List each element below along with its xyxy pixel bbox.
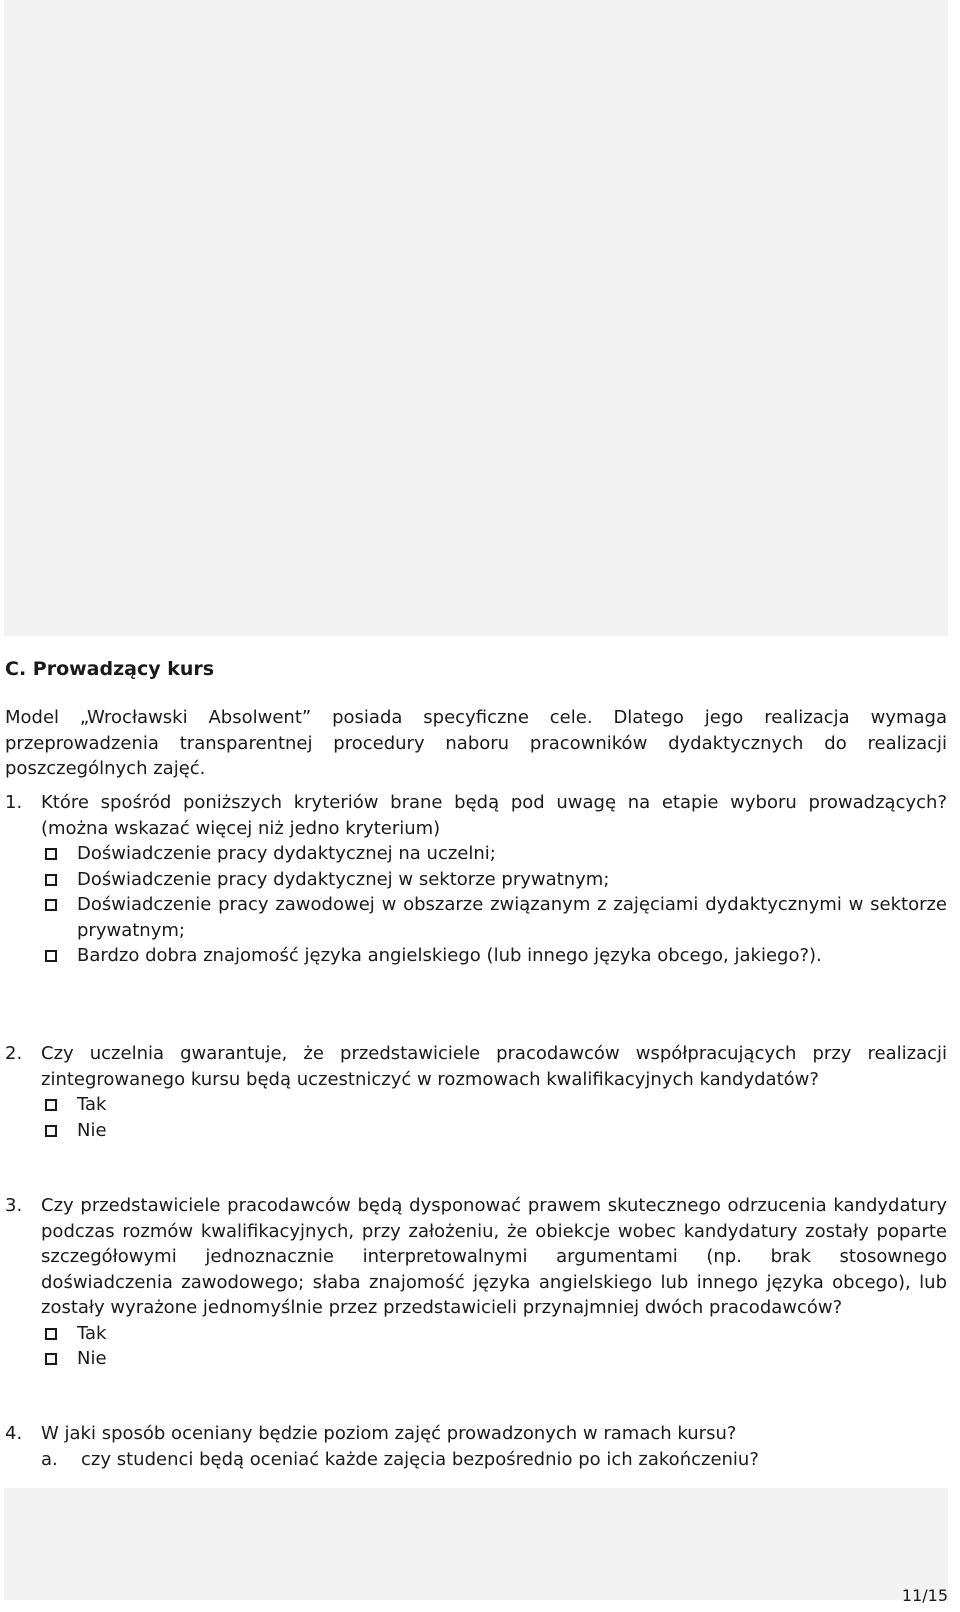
option-label: Doświadczenie pracy zawodowej w obszarze związanym z zajęciami dydaktycznymi w sektorze prywatnym; (77, 894, 947, 941)
option-label: Bardzo dobra znajomość języka angielskiego (lub innego języka obcego, jakiego?). (77, 945, 822, 966)
sub-question-marker: a. (41, 1448, 58, 1470)
question-text: W jaki sposób oceniany będzie poziom zajęć prowadzonych w ramach kursu? (41, 1423, 737, 1444)
intro-paragraph: Model „Wrocławski Absolwent” posiada specyficzne cele. Dlatego jego realizacja wymaga przeprowadzenia transparentnej procedury naboru pracowników dydaktycznych do realizacji poszczególnych zajęć. (5, 707, 947, 779)
question-number: 3. (5, 1195, 23, 1216)
option-label: Nie (77, 1348, 107, 1369)
question-3 (5, 1193, 947, 1372)
question-number: 1. (5, 792, 23, 813)
checkbox-icon[interactable] (45, 848, 57, 860)
checkbox-icon[interactable] (45, 1353, 57, 1365)
page-number: 11/15 (901, 1586, 948, 1605)
option-label: Doświadczenie pracy dydaktycznej na uczelni; (77, 843, 496, 864)
sub-question (41, 1447, 947, 1473)
question-text: Czy przedstawiciele pracodawców będą dysponować prawem skutecznego odrzucenia kandydatury podczas rozmów kwalifikacyjnych, przy założeniu, że obiekcje wobec kandydatury zostały poparte szczegółowymi jednoznacznie interpretowalnymi argumentami (np. brak stosownego doświadczenia zawodowego; słaba znajomość języka angielskiego lub innego języka obcego), lub zostały wyrażone jednomyślnie przez przedstawicieli przynajmniej dwóch pracodawców? (41, 1195, 947, 1318)
option-list (41, 1092, 947, 1143)
section-heading: C. Prowadzący kurs (5, 658, 215, 680)
answer-box-previous[interactable] (4, 0, 948, 636)
question-1 (5, 790, 947, 969)
option-label: Tak (77, 1322, 107, 1344)
question-text: Czy uczelnia gwarantuje, że przedstawiciele pracodawców współpracujących przy realizacji zintegrowanego kursu będą uczestniczyć w rozmowach kwalifikacyjnych kandydatów? (41, 1043, 947, 1090)
checkbox-icon[interactable] (45, 899, 57, 911)
checkbox-icon[interactable] (45, 874, 57, 886)
question-number: 4. (5, 1423, 23, 1444)
option-label: Doświadczenie pracy dydaktycznej w sektorze prywatnym; (77, 868, 610, 890)
question-number: 2. (5, 1043, 23, 1064)
question-4 (5, 1421, 947, 1472)
option-item[interactable] (41, 1321, 947, 1347)
option-item[interactable] (41, 1092, 947, 1118)
checkbox-icon[interactable] (45, 1125, 57, 1137)
option-item[interactable] (41, 943, 947, 969)
question-text: Które spośród poniższych kryteriów brane będą pod uwagę na etapie wyboru prowadzących? (można wskazać więcej niż jedno kryterium) (41, 792, 947, 839)
question-2 (5, 1041, 947, 1143)
option-item[interactable] (41, 1346, 947, 1372)
option-item[interactable] (41, 841, 947, 867)
checkbox-icon[interactable] (45, 1328, 57, 1340)
option-list (41, 1321, 947, 1372)
checkbox-icon[interactable] (45, 950, 57, 962)
checkbox-icon[interactable] (45, 1099, 57, 1111)
option-label: Tak (77, 1094, 107, 1115)
option-list (41, 841, 947, 969)
option-item[interactable] (41, 892, 947, 943)
sub-question-text: czy studenci będą oceniać każde zajęcia bezpośrednio po ich zakończeniu? (81, 1448, 759, 1470)
option-label: Nie (77, 1119, 107, 1141)
answer-box-question-4a[interactable] (4, 1488, 948, 1600)
option-item[interactable] (41, 1118, 947, 1144)
option-item[interactable] (41, 867, 947, 893)
